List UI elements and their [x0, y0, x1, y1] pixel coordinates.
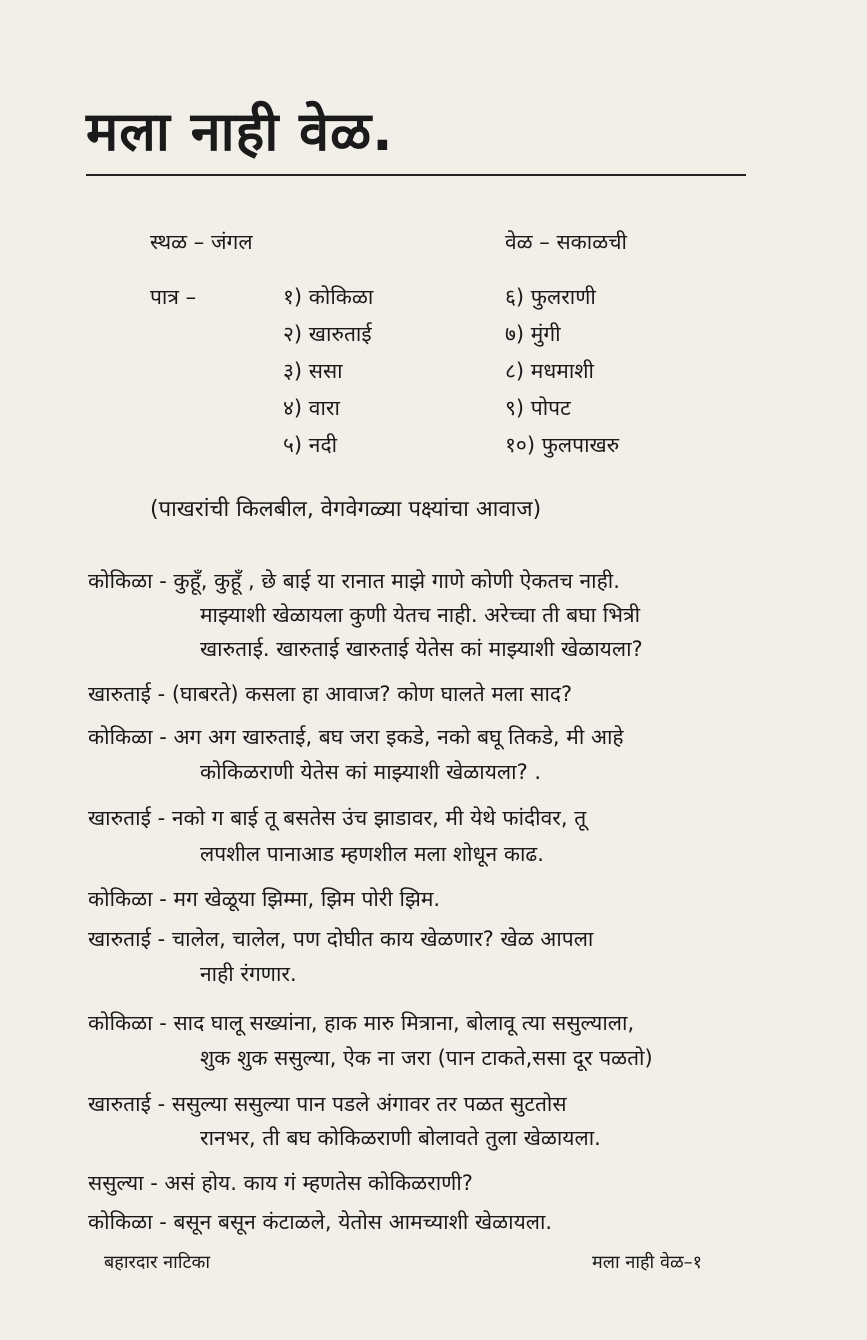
- cast-item: ४) वारा: [283, 396, 340, 420]
- dialogue-line: खारुताई - (घाबरते) कसला हा आवाज? कोण घालते मला साद?: [88, 682, 573, 706]
- title-underline: [86, 174, 746, 176]
- cast-item: १०) फुलपाखरु: [505, 433, 620, 457]
- cast-item: ७) मुंगी: [505, 322, 561, 346]
- dialogue-line: खारुताई - नको ग बाई तू बसतेस उंच झाडावर, मी येथे फांदीवर, तू: [88, 806, 587, 830]
- dialogue-line: खारुताई - ससुल्या ससुल्या पान पडले अंगावर तर पळत सुटतोस: [88, 1092, 567, 1116]
- stage-direction: (पाखरांची किलबील, वेगवेगळ्या पक्ष्यांचा आवाज): [150, 497, 542, 522]
- dialogue-line: खारुताई. खारुताई खारुताई येतेस कां माझ्याशी खेळायला?: [200, 637, 643, 661]
- cast-item: ८) मधमाशी: [505, 359, 594, 383]
- setting-time: वेळ – सकाळची: [505, 230, 627, 254]
- setting-place: स्थळ – जंगल: [150, 230, 253, 254]
- dialogue-line: रानभर, ती बघ कोकिळराणी बोलावते तुला खेळायला.: [200, 1126, 601, 1150]
- cast-item: ३) ससा: [283, 359, 343, 383]
- cast-label: पात्र –: [150, 285, 197, 309]
- footer-page-label: मला नाही वेळ–१: [592, 1252, 702, 1273]
- dialogue-line: लपशील पानाआड म्हणशील मला शोधून काढ.: [200, 842, 544, 866]
- dialogue-line: शुक शुक ससुल्या, ऐक ना जरा (पान टाकते,ससा दूर पळतो): [200, 1046, 653, 1070]
- dialogue-line: कोकिळा - साद घालू सख्यांना, हाक मारु मित्राना, बोलावू त्या ससुल्याला,: [88, 1011, 635, 1035]
- footer-book-title: बहारदार नाटिका: [104, 1252, 211, 1273]
- page-title: मला नाही वेळ.: [86, 100, 394, 163]
- dialogue-line: कोकिळा - कुहूँ, कुहूँ , छे बाई या रानात माझे गाणे कोणी ऐकतच नाही.: [88, 569, 620, 593]
- cast-item: १) कोकिळा: [283, 285, 374, 309]
- dialogue-line: कोकिळा - बसून बसून कंटाळले, येतोस आमच्याशी खेळायला.: [88, 1210, 553, 1234]
- dialogue-line: माझ्याशी खेळायला कुणी येतच नाही. अरेच्चा ती बघा भित्री: [200, 603, 641, 627]
- cast-item: ६) फुलराणी: [505, 285, 596, 309]
- dialogue-line: कोकिळा - अग अग खारुताई, बघ जरा इकडे, नको बघू तिकडे, मी आहे: [88, 725, 624, 749]
- dialogue-line: कोकिळराणी येतेस कां माझ्याशी खेळायला? .: [200, 760, 542, 784]
- cast-item: २) खारुताई: [283, 322, 372, 346]
- dialogue-line: ससुल्या - असं होय. काय गं म्हणतेस कोकिळराणी?: [88, 1171, 473, 1195]
- cast-item: ५) नदी: [283, 433, 338, 457]
- dialogue-line: खारुताई - चालेल, चालेल, पण दोघीत काय खेळणार? खेळ आपला: [88, 927, 594, 951]
- cast-item: ९) पोपट: [505, 396, 571, 420]
- dialogue-line: कोकिळा - मग खेळूया झिम्मा, झिम पोरी झिम.: [88, 887, 441, 911]
- dialogue-line: नाही रंगणार.: [200, 962, 297, 986]
